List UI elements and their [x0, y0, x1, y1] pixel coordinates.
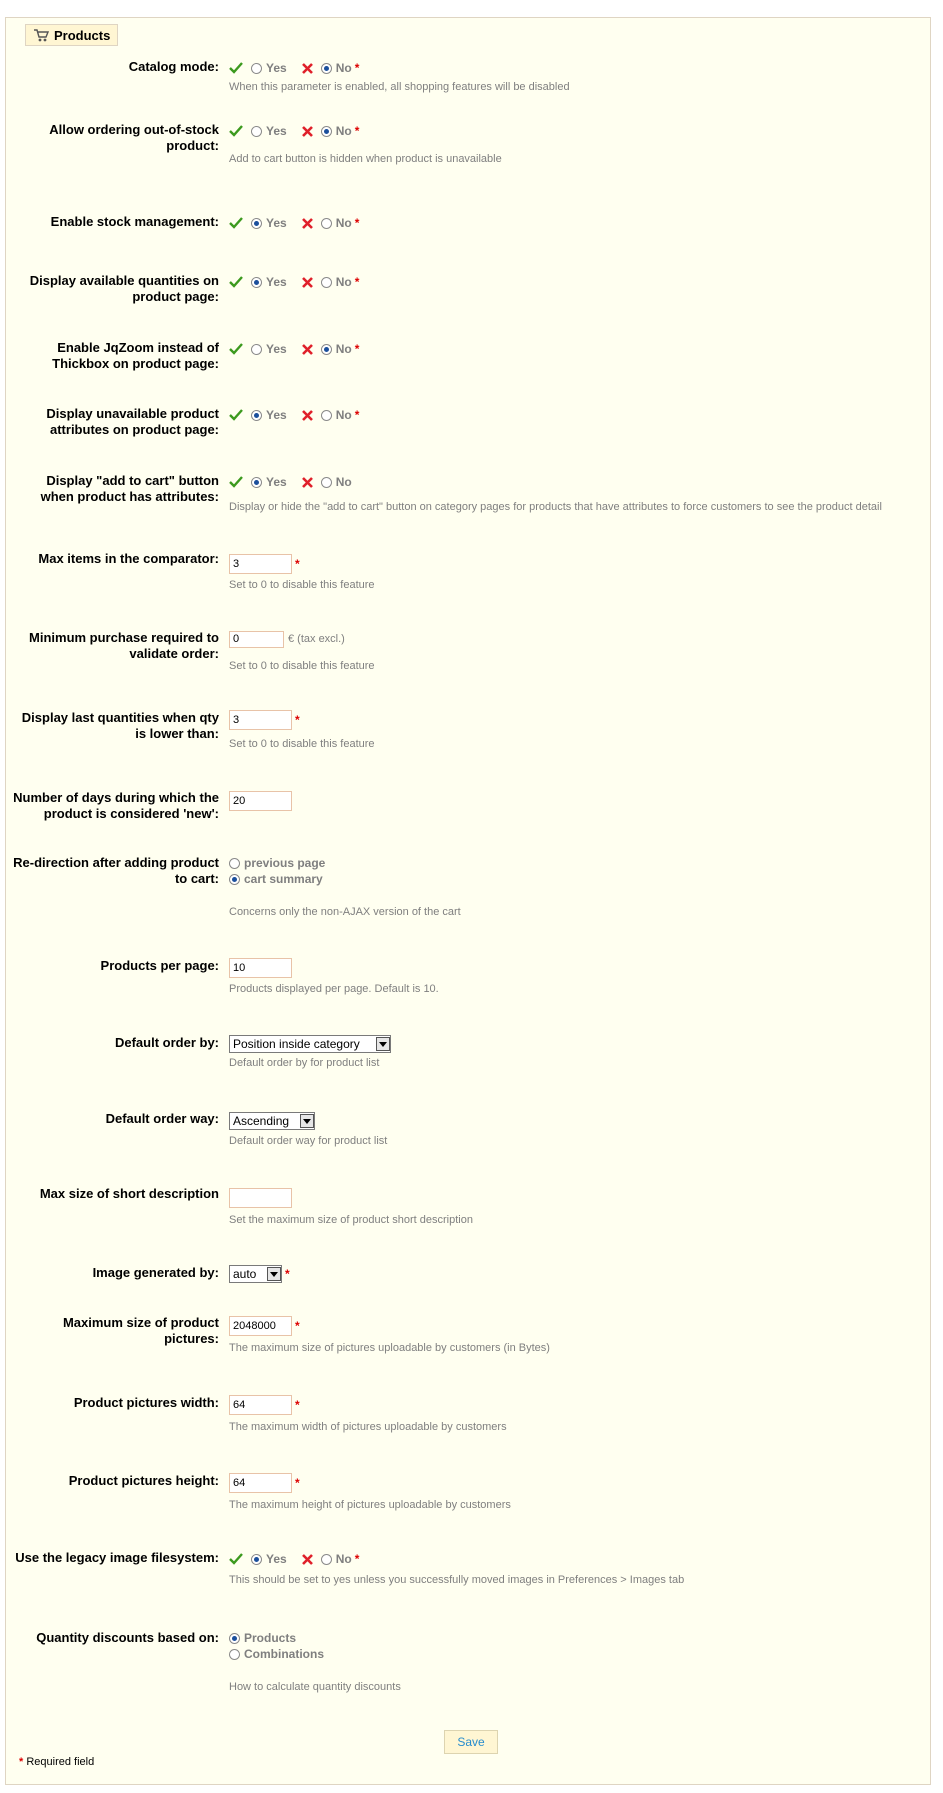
required-field-note	[19, 1756, 94, 1768]
field-label: Product pictures height:	[68, 1473, 219, 1488]
image-gen-select[interactable]	[229, 1265, 282, 1283]
yes-label[interactable]: Yes	[266, 216, 287, 230]
field-label: Display "add to cart" button when product has attributes:	[40, 473, 219, 504]
yes-radio[interactable]	[251, 126, 262, 137]
required-mark: *	[285, 1267, 290, 1281]
no-radio[interactable]	[321, 277, 332, 288]
required-note-text: Required field	[26, 1756, 95, 1768]
field-label: Product pictures width:	[73, 1395, 219, 1410]
field-hint: This should be set to yes unless you successfully moved images in Preferences > Images tab	[229, 1574, 685, 1586]
cross-icon	[301, 476, 314, 489]
field-label: Max size of short description	[39, 1186, 219, 1201]
save-button[interactable]: Save	[444, 1730, 498, 1754]
yes-label[interactable]: Yes	[266, 124, 287, 138]
cross-icon	[301, 1553, 314, 1566]
option-label[interactable]: cart summary	[244, 872, 323, 886]
yes-label[interactable]: Yes	[266, 342, 287, 356]
field-hint: Set to 0 to disable this feature	[229, 660, 375, 672]
field-label: Products per page:	[100, 958, 219, 973]
min-purchase-input[interactable]	[229, 631, 284, 648]
yes-radio[interactable]	[251, 63, 262, 74]
cross-icon	[301, 409, 314, 422]
option-label[interactable]: previous page	[244, 856, 326, 870]
required-mark: *	[295, 1476, 300, 1490]
field-hint: Products displayed per page. Default is 10.	[229, 983, 439, 995]
no-radio[interactable]	[321, 477, 332, 488]
yes-radio[interactable]	[251, 344, 262, 355]
required-mark: *	[354, 216, 360, 230]
panel-title: Products	[54, 27, 111, 43]
combinations-radio[interactable]	[229, 1649, 240, 1660]
select-value: Position inside category	[233, 1037, 360, 1051]
required-mark: *	[19, 1756, 24, 1768]
field-hint: Set the maximum size of product short description	[229, 1214, 473, 1226]
chevron-down-icon[interactable]	[267, 1267, 281, 1281]
option-label[interactable]: Combinations	[244, 1647, 324, 1661]
cross-icon	[301, 276, 314, 289]
panel-legend	[25, 24, 118, 46]
field-label: Use the legacy image filesystem:	[15, 1550, 219, 1565]
no-radio[interactable]	[321, 126, 332, 137]
field-label: Display unavailable product attributes on product page:	[46, 406, 219, 437]
field-hint: Default order way for product list	[229, 1135, 388, 1147]
cross-icon	[301, 62, 314, 75]
required-mark: *	[295, 1319, 300, 1333]
cart-summary-radio[interactable]	[229, 874, 240, 885]
field-label: Enable JqZoom instead of Thickbox on product page:	[52, 340, 219, 371]
required-mark: *	[354, 275, 360, 289]
no-label[interactable]: No	[335, 61, 352, 75]
yes-label[interactable]: Yes	[266, 475, 287, 489]
currency-unit: € (tax excl.)	[288, 633, 345, 645]
field-hint: Default order by for product list	[229, 1057, 380, 1069]
yes-label[interactable]: Yes	[266, 61, 287, 75]
last-qty-input[interactable]	[229, 710, 292, 730]
field-label: Display available quantities on product page:	[29, 273, 219, 304]
yes-radio[interactable]	[251, 277, 262, 288]
cross-icon	[301, 125, 314, 138]
previous-page-radio[interactable]	[229, 858, 240, 869]
field-hint: When this parameter is enabled, all shopping features will be disabled	[229, 81, 570, 93]
required-mark: *	[354, 61, 360, 75]
check-icon	[229, 476, 243, 488]
cross-icon	[301, 217, 314, 230]
check-icon	[229, 217, 243, 229]
check-icon	[229, 343, 243, 355]
no-label[interactable]: No	[335, 216, 352, 230]
required-mark: *	[354, 124, 360, 138]
field-label: Quantity discounts based on:	[36, 1630, 219, 1645]
check-icon	[229, 1553, 243, 1565]
field-label: Re-direction after adding product to cart:	[13, 855, 219, 886]
new-days-input[interactable]	[229, 791, 292, 811]
comparator-input[interactable]	[229, 554, 292, 574]
no-label[interactable]: No	[335, 475, 352, 489]
field-hint: How to calculate quantity discounts	[229, 1681, 401, 1693]
field-label: Enable stock management:	[50, 214, 219, 229]
field-label: Catalog mode:	[128, 59, 219, 74]
no-label[interactable]: No	[335, 124, 352, 138]
required-mark: *	[295, 557, 300, 571]
required-mark: *	[295, 713, 300, 727]
check-icon	[229, 62, 243, 74]
max-pic-size-input[interactable]	[229, 1316, 292, 1336]
field-hint: Concerns only the non-AJAX version of the cart	[229, 906, 461, 918]
yes-label[interactable]: Yes	[266, 275, 287, 289]
chevron-down-icon[interactable]	[300, 1114, 314, 1128]
products-radio[interactable]	[229, 1633, 240, 1644]
field-hint: Set to 0 to disable this feature	[229, 579, 375, 591]
shopping-cart-icon	[33, 28, 49, 42]
check-icon	[229, 125, 243, 137]
no-label[interactable]: No	[335, 275, 352, 289]
yes-radio[interactable]	[251, 218, 262, 229]
check-icon	[229, 276, 243, 288]
no-radio[interactable]	[321, 218, 332, 229]
yes-label[interactable]: Yes	[266, 408, 287, 422]
no-radio[interactable]	[321, 63, 332, 74]
field-label: Default order way:	[105, 1111, 219, 1126]
no-label[interactable]: No	[335, 342, 352, 356]
short-desc-input[interactable]	[229, 1188, 292, 1208]
option-label[interactable]: Products	[244, 1631, 297, 1645]
order-way-select[interactable]	[229, 1112, 315, 1130]
yes-radio[interactable]	[251, 1554, 262, 1565]
no-label[interactable]: No	[335, 408, 352, 422]
chevron-down-icon[interactable]	[376, 1037, 390, 1051]
field-hint: Set to 0 to disable this feature	[229, 738, 375, 750]
no-radio[interactable]	[321, 344, 332, 355]
field-label: Default order by:	[114, 1035, 219, 1050]
yes-label[interactable]: Yes	[266, 1552, 287, 1566]
field-label: Maximum size of product pictures:	[62, 1315, 219, 1346]
field-label: Number of days during which the product is considered 'new':	[13, 790, 219, 821]
no-radio[interactable]	[321, 410, 332, 421]
cross-icon	[301, 343, 314, 356]
per-page-input[interactable]	[229, 958, 292, 978]
field-label: Image generated by:	[92, 1265, 219, 1280]
field-label: Allow ordering out-of-stock product:	[49, 122, 219, 153]
field-hint: The maximum size of pictures uploadable by customers (in Bytes)	[229, 1342, 550, 1354]
order-by-select[interactable]	[229, 1035, 391, 1053]
select-value: Ascending	[233, 1114, 290, 1128]
pic-width-input[interactable]	[229, 1395, 292, 1415]
required-mark: *	[354, 1552, 360, 1566]
yes-radio[interactable]	[251, 410, 262, 421]
field-hint: Display or hide the "add to cart" button on category pages for products that have attributes to force customers to see the product detail	[229, 501, 882, 513]
field-label: Max items in the comparator:	[38, 551, 219, 566]
no-label[interactable]: No	[335, 1552, 352, 1566]
field-label: Minimum purchase required to validate order:	[29, 630, 219, 661]
field-hint: The maximum height of pictures uploadable by customers	[229, 1499, 511, 1511]
field-label: Display last quantities when qty is lower than:	[21, 710, 219, 741]
select-value: auto	[233, 1267, 257, 1281]
no-radio[interactable]	[321, 1554, 332, 1565]
required-mark: *	[295, 1398, 300, 1412]
yes-radio[interactable]	[251, 477, 262, 488]
field-hint: Add to cart button is hidden when product is unavailable	[229, 153, 502, 165]
check-icon	[229, 409, 243, 421]
pic-height-input[interactable]	[229, 1473, 292, 1493]
required-mark: *	[354, 408, 360, 422]
required-mark: *	[354, 342, 360, 356]
field-hint: The maximum width of pictures uploadable by customers	[229, 1421, 507, 1433]
